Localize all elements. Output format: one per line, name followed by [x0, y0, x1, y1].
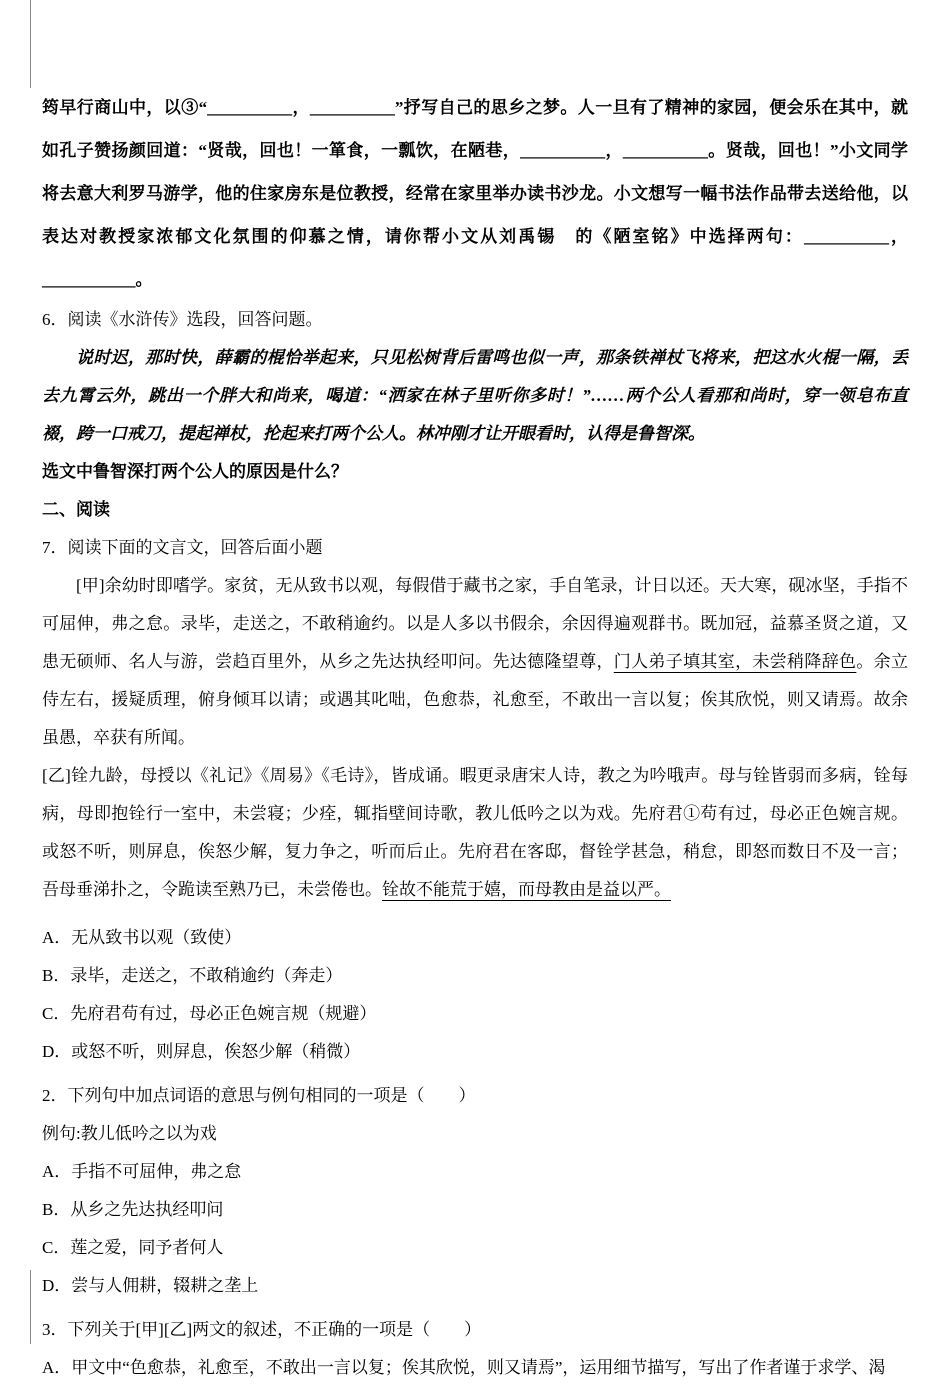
q2-option-b: B．从乡之先达执经叩问: [42, 1200, 224, 1219]
document-content: [42, 86, 908, 1387]
q2-option-a: A．手指不可屈伸，弗之怠: [42, 1162, 242, 1181]
underlined-text: 铨故不能荒于嬉，而母教由是益以严。: [382, 880, 671, 899]
q2-example-sentence: 例句:教儿低吟之以为戏: [42, 1124, 217, 1143]
left-margin-mark-top: [30, 0, 31, 88]
underlined-text: 门人弟子填其室，未尝稍降辞色: [613, 652, 857, 671]
text-segment: [甲]余幼时即嗜学。家贫，无从致书以观，每假借于藏书之家，手自笔录，计日以还。天大寒，砚冰坚，手指不可屈伸，弗之怠。录毕，走送之，不敢稍逾约。以是人多以书假余，余因得遍观群书。既加冠，益慕圣贤之道，又患无硕师、名人与游，尝趋百里外，从乡之先达执经叩问。先达德隆望尊，: [42, 576, 908, 671]
question-6-stem: 6．阅读《水浒传》选段，回答问题。: [42, 310, 323, 329]
question-6-prompt: 选文中鲁智深打两个公人的原因是什么？: [42, 462, 348, 481]
text-segment: [乙]铨九龄，母授以《礼记》《周易》《毛诗》，皆成诵。暇更录唐宋人诗，教之为吟哦声。母与铨皆弱而多病，铨每病，母即抱铨行一室中，未尝寝；少痊，辄指壁间诗歌，教儿低吟之以为戏。先府君①苟有过，母必正色婉言规。或怒不听，则屏息，俟怒少解，复力争之，听而后止。先府君在客邸，督铨学甚急，稍怠，即怒而数日不及一言；吾母垂涕扑之，令跪读至熟乃已，未尝倦也。: [42, 766, 908, 899]
passage-yi: [42, 757, 908, 909]
q2-option-c: C．莲之爱，同予者何人: [42, 1238, 224, 1257]
q1-option-d: D．或怒不听，则屏息，俟怒少解（稍微）: [42, 1042, 361, 1061]
question-2-stem: 2．下列句中加点词语的意思与例句相同的一项是（ ）: [42, 1086, 476, 1105]
q3-option-a: A．甲文中“色愈恭，礼愈至，不敢出一言以复；俟其欣悦，则又请焉”，运用细节描写，写出了作者谨于求学、渴: [42, 1358, 886, 1377]
fill-blanks-paragraph: 筠早行商山中，以③“__________，__________”抒写自己的思乡之梦。人一旦有了精神的家园，便会乐在其中，就如孔子赞扬颜回道：“贤哉，回也！一箪食，一瓢饮，在陋巷，__________，__________。贤哉，回也！”小文同学将去意大利罗马游学，他的住家房东是位教授，经常在家里举办读书沙龙。小文想写一幅书法作品带去送给他，以表达对教授家浓郁文化氛围的仰慕之情，请你帮小文从刘禹锡 的《陋室铭》中选择两句：__________，___________。: [42, 98, 908, 289]
q2-option-d: D．尝与人佣耕，辍耕之垄上: [42, 1276, 259, 1295]
question-3-stem: 3．下列关于[甲][乙]两文的叙述，不正确的一项是（ ）: [42, 1320, 482, 1339]
q1-option-c: C．先府君苟有过，母必正色婉言规（规避）: [42, 1004, 377, 1023]
q1-option-b: B．录毕，走送之，不敢稍逾约（奔走）: [42, 966, 343, 985]
text-segment: 。余立侍左右，援疑质理，俯身倾耳以请；或遇其叱咄，色愈恭，礼愈至，不敢出一言以复；俟其欣悦，则又请焉。故余虽愚，卒获有所闻。: [42, 652, 909, 747]
question-7-stem: 7．阅读下面的文言文，回答后面小题: [42, 538, 323, 557]
passage-jia: [42, 567, 908, 757]
left-margin-mark-bottom: [30, 1270, 31, 1344]
shuihu-excerpt: 说时迟，那时快，薛霸的棍恰举起来，只见松树背后雷鸣也似一声，那条铁禅杖飞将来，把这水火棍一隔，丢去九霄云外，跳出一个胖大和尚来，喝道：“洒家在林子里听你多时！”……两个公人看那和尚时，穿一领皂布直裰，跨一口戒刀，提起禅杖，抡起来打两个公人。林冲刚才让开眼看时，认得是鲁智深。: [42, 348, 908, 443]
q1-option-a: A．无从致书以观（致使）: [42, 928, 242, 947]
section-heading-reading: 二、阅读: [42, 500, 110, 519]
